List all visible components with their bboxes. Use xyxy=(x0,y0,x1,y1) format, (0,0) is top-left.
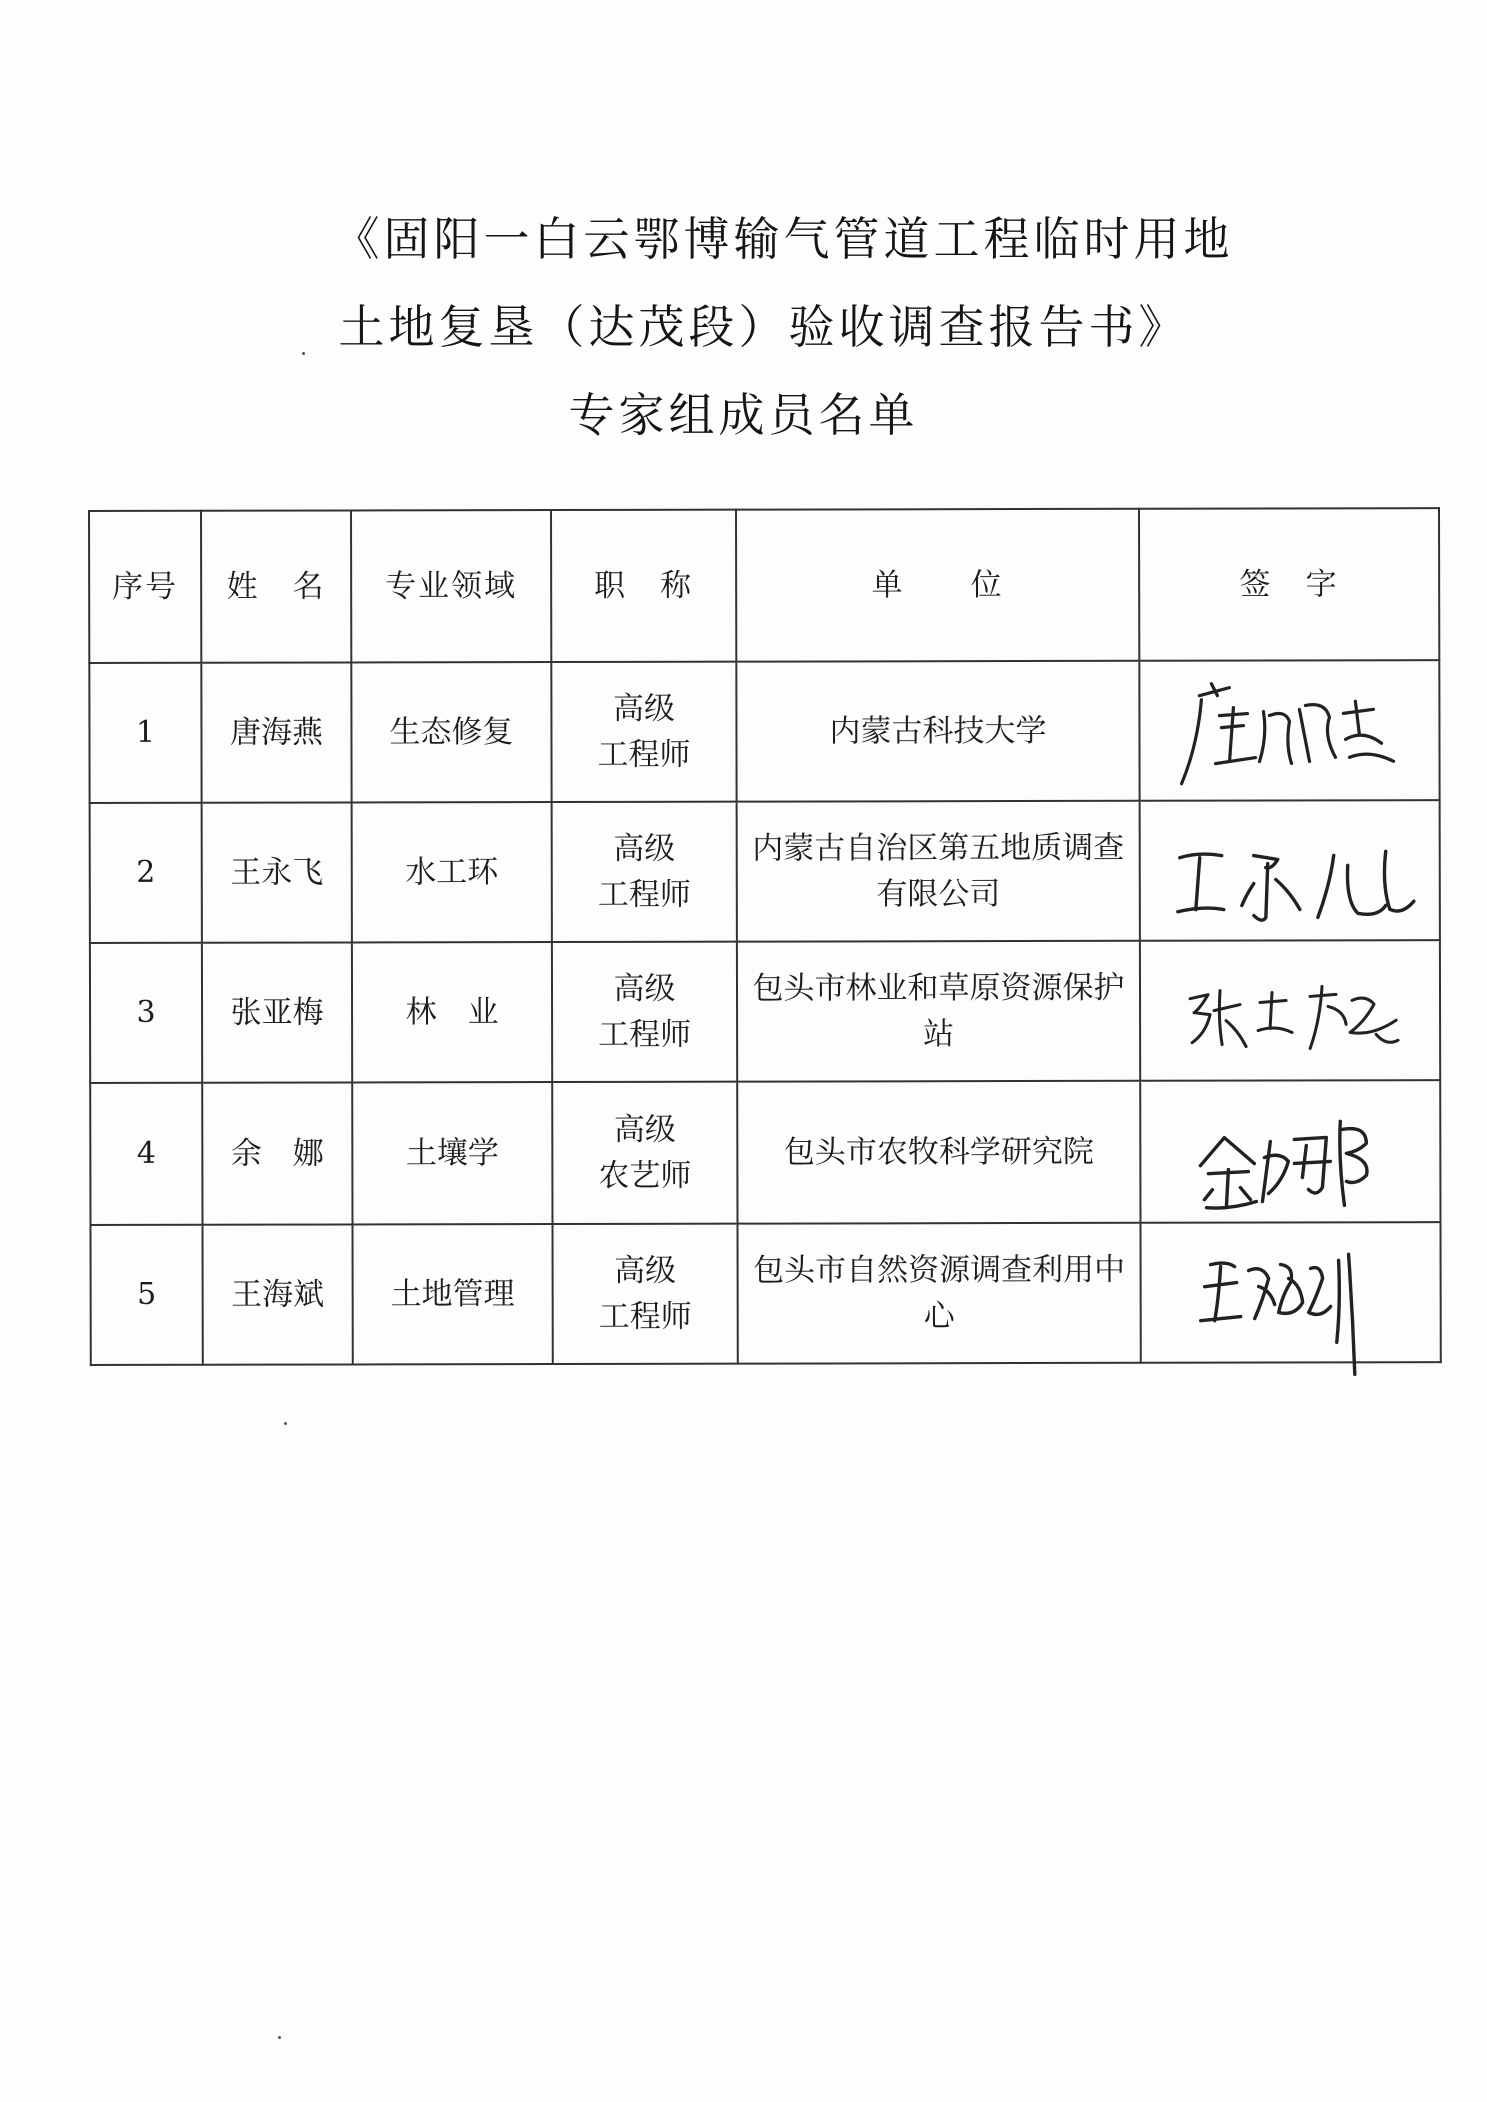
cell-title xyxy=(552,802,737,942)
document-title xyxy=(0,195,1487,459)
scan-speck xyxy=(278,2036,281,2039)
title-line-3: 专家组成员名单 xyxy=(568,388,919,442)
table-row xyxy=(90,1222,1440,1365)
handwritten-signature xyxy=(1170,1081,1410,1222)
table-row xyxy=(90,800,1440,943)
cell-field: 林 业 xyxy=(352,942,552,1082)
cell-org: 包头市自然资源调查利用中心 xyxy=(737,1223,1140,1364)
title-role: 农艺师 xyxy=(598,1157,692,1194)
scan-speck xyxy=(284,1422,287,1425)
title-role: 工程师 xyxy=(597,876,691,913)
cell-org: 包头市农牧科学研究院 xyxy=(737,1081,1140,1224)
cell-title xyxy=(552,1082,737,1224)
cell-seq: 2 xyxy=(90,803,202,943)
cell-seq: 1 xyxy=(89,663,201,803)
title-grade: 高级 xyxy=(612,690,675,727)
title-line-1: 《固阳一白云鄂博输气管道工程临时用地 xyxy=(333,212,1234,266)
title-grade: 高级 xyxy=(613,830,676,867)
handwritten-signature xyxy=(1160,950,1420,1071)
cell-org: 包头市林业和草原资源保护站 xyxy=(737,941,1140,1082)
cell-org: 内蒙古科技大学 xyxy=(736,661,1139,802)
header-field: 专业领域 xyxy=(351,510,551,662)
cell-org: 内蒙古自治区第五地质调查有限公司 xyxy=(737,801,1140,942)
title-grade: 高级 xyxy=(613,1111,676,1148)
title-role: 工程师 xyxy=(598,1298,692,1335)
title-grade: 高级 xyxy=(614,1252,677,1289)
title-role: 工程师 xyxy=(597,736,691,773)
title-grade: 高级 xyxy=(613,970,676,1007)
header-seq: 序号 xyxy=(89,511,201,663)
cell-signature xyxy=(1140,940,1440,1081)
title-role: 工程师 xyxy=(598,1016,692,1053)
expert-member-table xyxy=(88,507,1442,1366)
cell-field: 土壤学 xyxy=(352,1082,552,1224)
cell-signature xyxy=(1140,800,1440,941)
cell-seq: 4 xyxy=(90,1083,202,1225)
cell-name: 唐海燕 xyxy=(201,662,351,802)
cell-field: 水工环 xyxy=(352,802,552,942)
cell-field: 生态修复 xyxy=(351,662,551,802)
table-row xyxy=(90,940,1440,1083)
cell-signature xyxy=(1140,1222,1440,1363)
cell-field: 土地管理 xyxy=(352,1224,552,1364)
table-row xyxy=(90,1080,1440,1225)
title-line-2: 土地复垦（达茂段）验收调查报告书》 xyxy=(338,300,1189,354)
handwritten-signature xyxy=(1159,665,1419,796)
cell-seq: 5 xyxy=(90,1225,202,1365)
table-header-row xyxy=(89,508,1439,663)
table-row xyxy=(89,660,1439,803)
handwritten-signature xyxy=(1150,805,1430,936)
cell-signature xyxy=(1139,660,1439,801)
cell-seq: 3 xyxy=(90,943,202,1083)
cell-title xyxy=(552,942,737,1082)
cell-name: 王永飞 xyxy=(202,802,352,942)
header-signature: 签 字 xyxy=(1139,508,1439,661)
handwritten-signature xyxy=(1170,1224,1410,1361)
header-name: 姓 名 xyxy=(201,510,351,662)
cell-name: 张亚梅 xyxy=(202,942,352,1082)
cell-name: 余 娜 xyxy=(202,1082,352,1224)
header-org: 单 位 xyxy=(736,509,1139,662)
scan-speck xyxy=(302,352,305,355)
cell-title xyxy=(552,1224,737,1364)
cell-name: 王海斌 xyxy=(202,1224,352,1364)
cell-signature xyxy=(1140,1080,1440,1223)
cell-title xyxy=(551,662,736,802)
header-title: 职 称 xyxy=(551,510,736,662)
